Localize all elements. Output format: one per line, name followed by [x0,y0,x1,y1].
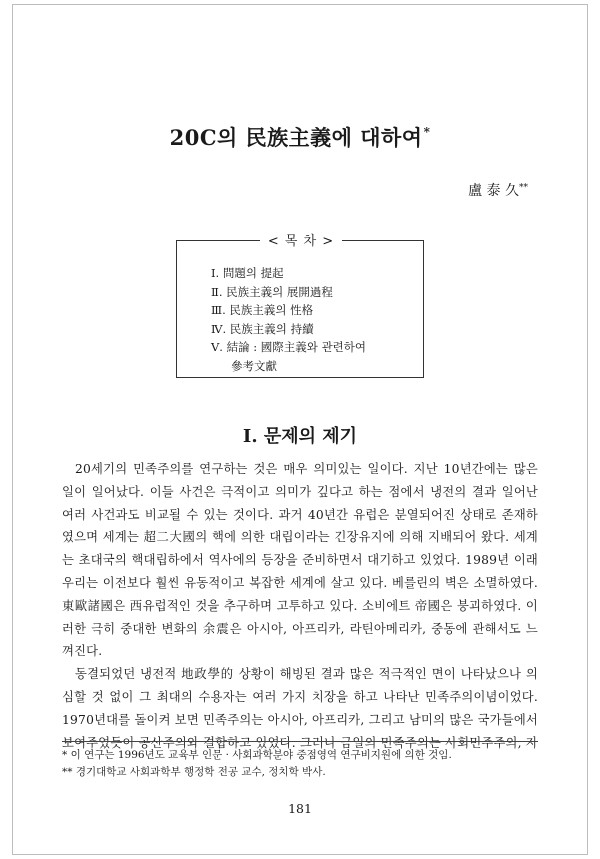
author-name: 盧 泰 久 [468,183,519,199]
footnote: * 이 연구는 1996년도 교육부 인문 · 사회과학분야 중점영역 연구비지원에 의한 것임. [62,749,452,761]
footnote-divider [62,741,538,742]
toc-item-references: 參考文獻 [231,358,277,373]
section-heading: Ⅰ. 문제의 제기 [242,426,358,447]
toc-item: Ⅰ. 問題의 提起 [211,266,284,280]
toc-item: Ⅱ. 民族主義의 展開過程 [211,284,333,299]
toc-heading: < 목 차 > [260,234,342,249]
article-title [0,122,600,152]
author-footnote-mark: ** [519,183,528,193]
toc-item: Ⅴ. 結論 : 國際主義와 관련하여 [211,340,367,355]
paragraph: 동결되었던 냉전적 地政學的 상황이 해빙된 결과 많은 적극적인 면이 나타났으나 의심할 것 없이 그 최대의 수용자는 여러 가지 치장을 하고 나타난 민족주의이념이었다. 1970년대를 돌이켜 보면 민족주의는 아시아, 아프리카, 그리고 남미의 많은 국가들에서 보여주었듯이 공산주의와 결합하고 있었다. 그러나 금일의 민족주의는 사회민주주의, 자 [62,667,538,750]
table-of-contents [176,234,424,378]
toc-item: Ⅲ. 民族主義의 性格 [211,303,314,318]
title-footnote-mark: * [423,125,431,139]
author-line [468,180,528,200]
body-text [62,458,538,754]
footnote: ** 경기대학교 사회과학부 행정학 전공 교수, 정치학 박사. [62,765,326,778]
title-text: 20C의 民族主義에 대하여 [169,125,423,150]
footnotes [62,747,538,780]
toc-item: Ⅳ. 民族主義의 持續 [211,321,314,336]
toc-list [211,264,366,376]
toc-heading-wrap [177,232,425,250]
paragraph: 20세기의 민족주의를 연구하는 것은 매우 의미있는 일이다. 지난 10년간에는 많은 일이 일어났다. 이들 사건은 극적이고 의미가 깊다고 하는 점에서 냉전의 결과 일어난 여러 사건과도 비교될 수 있는 것이다. 과거 40년간 유럽은 분열되어진 상태로 존재하였으며 세계는 超二大國의 핵에 의한 대립이라는 긴장유지에 의해 지배되어 왔다. 세계는 초대국의 핵대립하에서 역사에의 등장을 준비하면서 대기하고 있었다. 1989년 이래 우리는 이전보다 훨씬 유동적이고 복잡한 세계에 살고 있다. 베를린의 벽은 소멸하였다. 東歐諸國은 西유럽적인 것을 추구하며 고투하고 있다. 소비에트 帝國은 붕괴하였다. 이러한 극히 중대한 변화의 余震은 아시아, 아프리카, 라틴아메리카, 중동에 관해서도 느껴진다. [62,462,538,659]
page-number: 181 [288,801,312,816]
